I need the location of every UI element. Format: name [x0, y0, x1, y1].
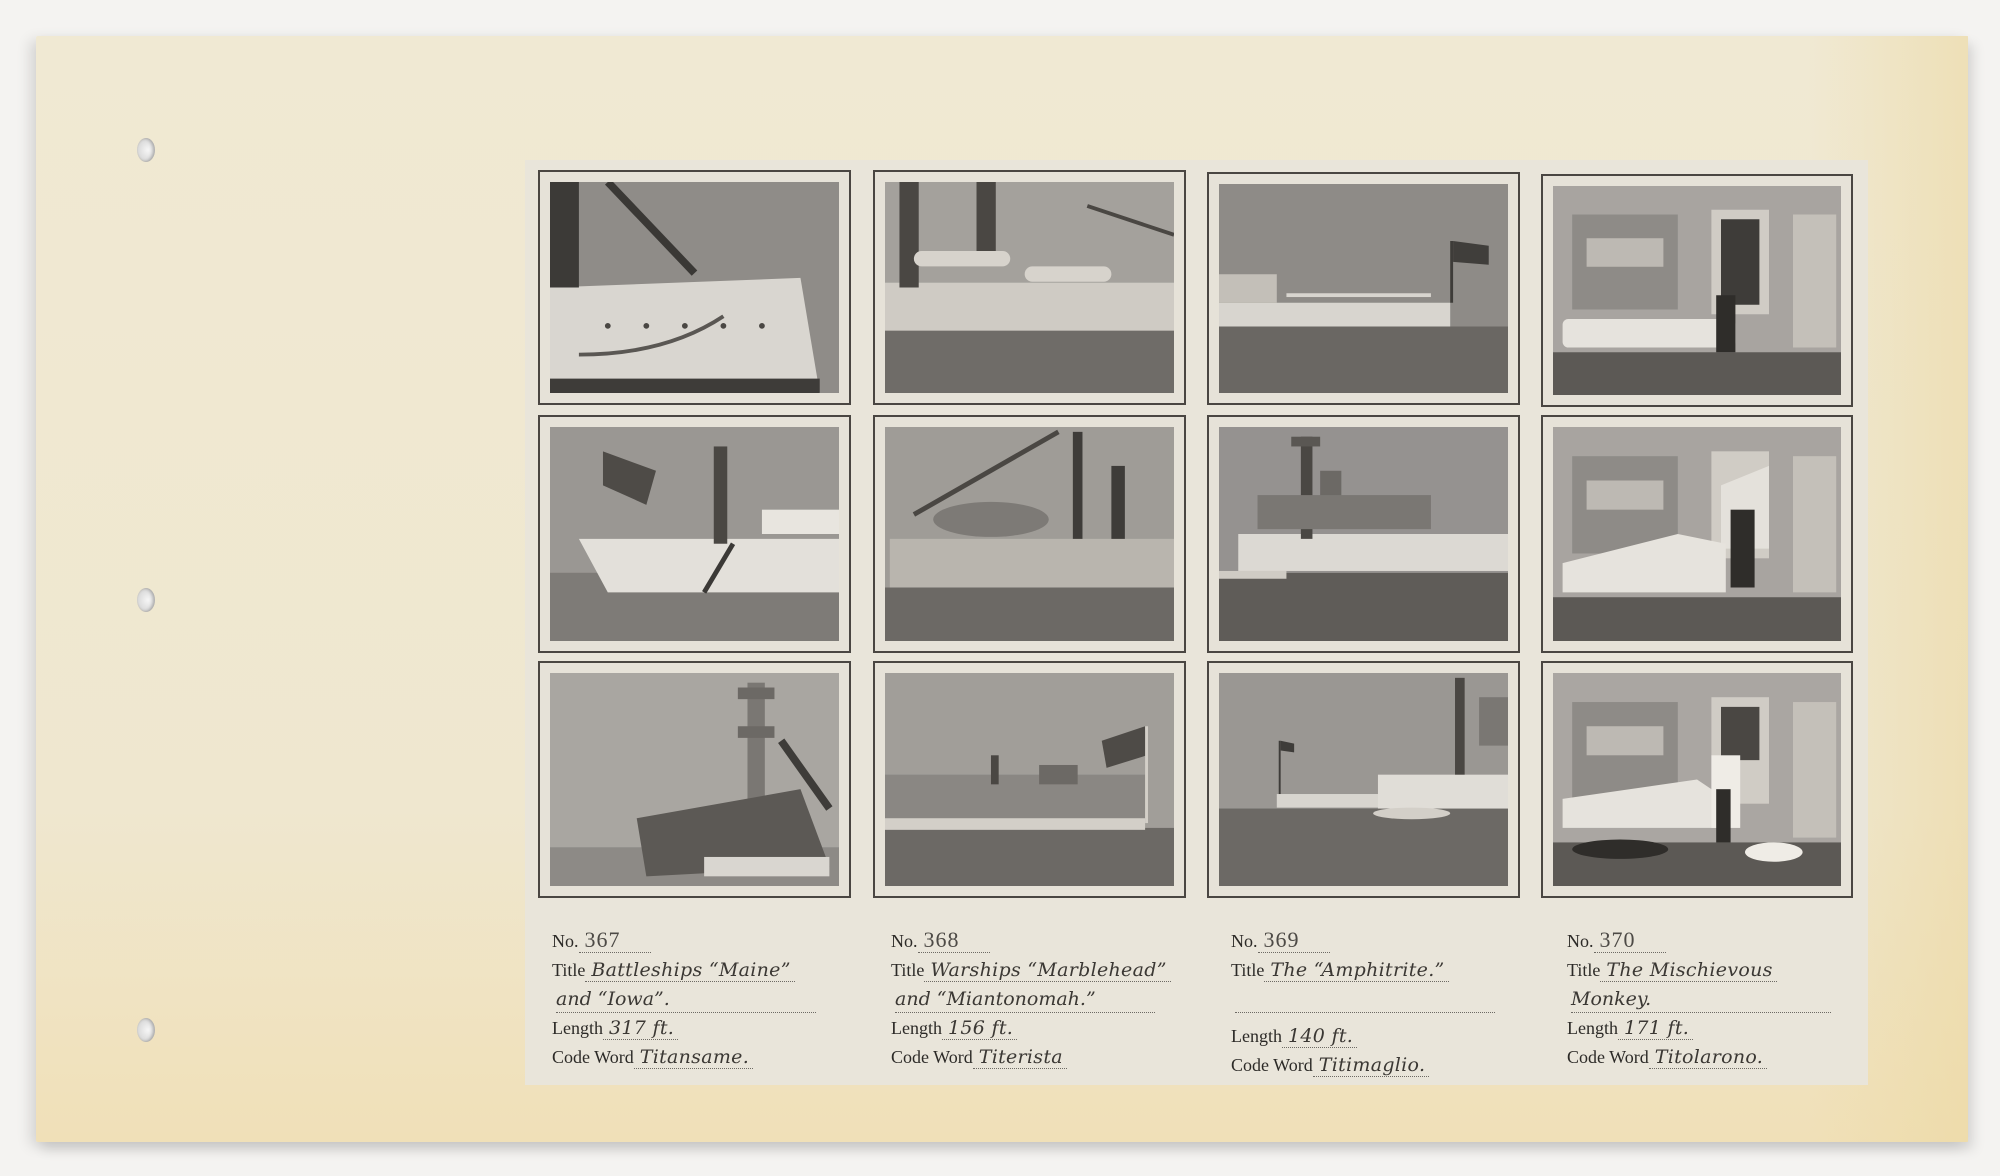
film-title-line1: The Mischievous	[1600, 959, 1776, 982]
photo-image	[1553, 427, 1841, 641]
title-label: Title	[1567, 960, 1601, 980]
photo-368-1	[873, 170, 1186, 405]
length-label: Length	[1567, 1018, 1618, 1038]
film-title-line2: and “Iowa”.	[556, 985, 816, 1013]
film-title-line2: and “Miantonomah.”	[895, 985, 1155, 1013]
code-word: Titansame.	[634, 1046, 753, 1069]
bedroom-man-chase-icon	[1553, 673, 1841, 886]
title-label: Title	[891, 960, 925, 980]
photo-image	[885, 427, 1174, 641]
code-word: Titerista	[973, 1046, 1067, 1069]
photo-370-1	[1541, 174, 1853, 407]
battleship-bow-icon	[550, 182, 839, 393]
photo-image	[1553, 673, 1841, 886]
film-length: 140 ft.	[1282, 1025, 1357, 1048]
length-label: Length	[552, 1018, 603, 1038]
photo-image	[550, 182, 839, 393]
film-number: 367	[579, 927, 651, 953]
code-word: Titolarono.	[1649, 1046, 1767, 1069]
caption-368	[891, 925, 1191, 1072]
binder-hole-middle	[137, 588, 155, 612]
number-label: No.	[1231, 931, 1258, 951]
film-length: 156 ft.	[942, 1017, 1017, 1040]
length-label: Length	[1231, 1026, 1282, 1046]
photo-369-1	[1207, 172, 1520, 405]
warship-lifeboats-icon	[885, 182, 1174, 393]
photo-image	[1219, 184, 1508, 393]
bedroom-monkey-window-icon	[1553, 186, 1841, 395]
length-label: Length	[891, 1018, 942, 1038]
title-label: Title	[1231, 960, 1265, 980]
bedroom-monkey-sheets-icon	[1553, 427, 1841, 641]
film-length: 317 ft.	[603, 1017, 678, 1040]
code-word-label: Code Word	[1567, 1047, 1649, 1067]
film-length: 171 ft.	[1618, 1017, 1693, 1040]
caption-370	[1567, 925, 1867, 1072]
number-label: No.	[552, 931, 579, 951]
title-label: Title	[552, 960, 586, 980]
film-title-line1: Battleships “Maine”	[585, 959, 794, 982]
binder-hole-top	[137, 138, 155, 162]
film-number: 370	[1594, 927, 1666, 953]
photo-image	[550, 673, 839, 886]
battleship-mast-icon	[550, 673, 839, 886]
photo-368-2	[873, 415, 1186, 653]
photo-image	[550, 427, 839, 641]
number-label: No.	[891, 931, 918, 951]
number-label: No.	[1567, 931, 1594, 951]
photo-368-3	[873, 661, 1186, 898]
code-word-label: Code Word	[552, 1047, 634, 1067]
film-number: 369	[1258, 927, 1330, 953]
film-number: 368	[918, 927, 990, 953]
photo-369-2	[1207, 415, 1520, 653]
film-title-line1: The “Amphitrite.”	[1264, 959, 1448, 982]
photo-367-3	[538, 661, 851, 898]
film-title-line2	[1235, 985, 1495, 1013]
binder-hole-bottom	[137, 1018, 155, 1042]
photo-image	[1219, 427, 1508, 641]
monitor-flag-icon	[1219, 184, 1508, 393]
photo-image	[885, 182, 1174, 393]
monitor-awning-icon	[885, 673, 1174, 886]
code-word-label: Code Word	[891, 1047, 973, 1067]
photo-367-1	[538, 170, 851, 405]
film-title-line2: Monkey.	[1571, 985, 1831, 1013]
caption-369	[1231, 925, 1531, 1080]
film-title-line1: Warships “Marblehead”	[924, 959, 1170, 982]
photo-image	[1553, 186, 1841, 395]
photo-370-3	[1541, 661, 1853, 898]
code-word: Titimaglio.	[1313, 1054, 1430, 1077]
photo-image	[885, 673, 1174, 886]
photo-370-2	[1541, 415, 1853, 653]
cruiser-flags-icon	[885, 427, 1174, 641]
caption-367	[552, 925, 852, 1072]
launch-and-ship-icon	[1219, 673, 1508, 886]
code-word-label: Code Word	[1231, 1055, 1313, 1075]
photo-image	[1219, 673, 1508, 886]
photo-367-2	[538, 415, 851, 653]
battleship-flag-icon	[550, 427, 839, 641]
photo-369-3	[1207, 661, 1520, 898]
amphitrite-monitor-icon	[1219, 427, 1508, 641]
